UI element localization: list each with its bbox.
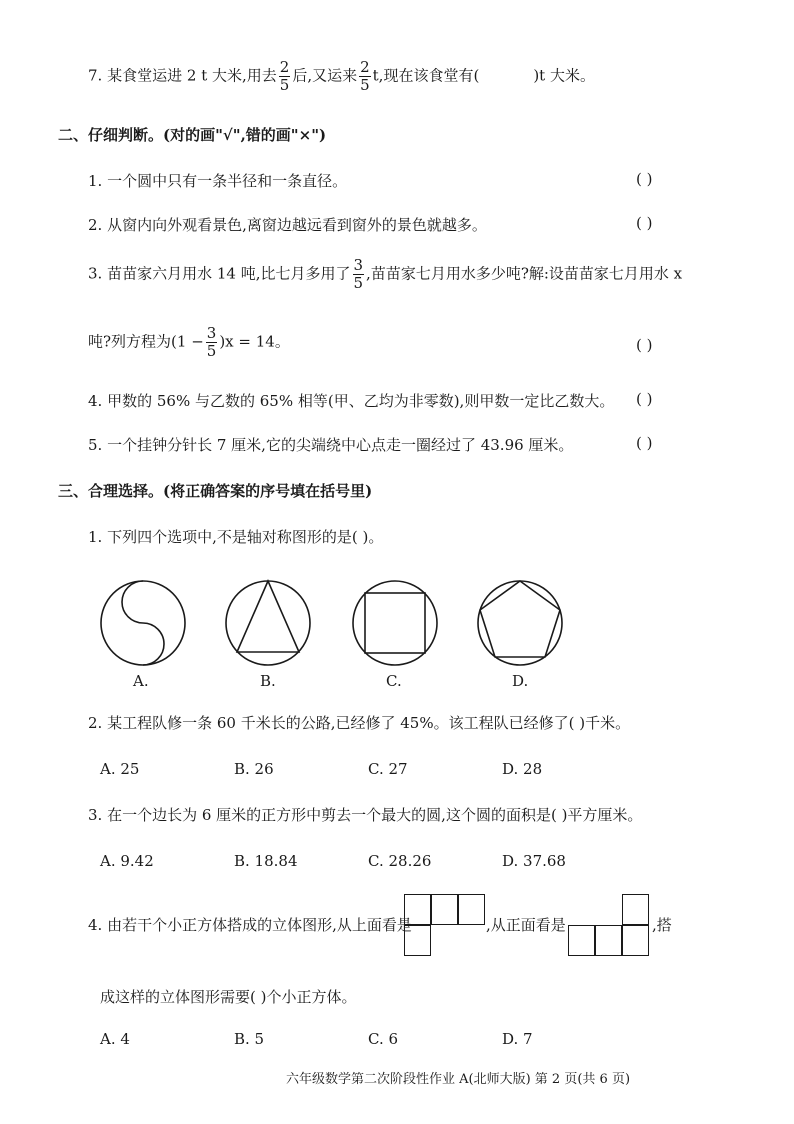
option-d[interactable]: D. 28 xyxy=(502,760,543,778)
choice-question-4-b: ,从正面看是 xyxy=(486,916,566,934)
option-b[interactable]: B. 26 xyxy=(234,760,274,778)
fraction-three-fifths: $\frac{3}{5}$ xyxy=(353,256,364,292)
q7-text-1: 某食堂运进 2 xyxy=(107,66,197,85)
figure-c-square[interactable] xyxy=(353,581,437,665)
choice-question-1: 1. 下列四个选项中,不是轴对称图形的是( )。 xyxy=(88,528,384,546)
option-a[interactable]: A. 25 xyxy=(100,760,140,778)
figure-label-c: C. xyxy=(386,672,402,690)
q7-text-6: t 大米。 xyxy=(539,66,595,85)
figure-d-pentagon[interactable] xyxy=(478,581,562,665)
option-d[interactable]: D. 7 xyxy=(502,1030,533,1048)
choice-question-3: 3. 在一个边长为 6 厘米的正方形中剪去一个最大的圆,这个圆的面积是( )平方厘米。 xyxy=(88,806,643,824)
fraction-three-fifths: $\frac{3}{5}$ xyxy=(206,324,217,360)
answer-paren[interactable]: ( ) xyxy=(636,170,653,188)
question-number: 7. xyxy=(88,66,103,85)
figure-label-b: B. xyxy=(260,672,276,690)
option-d[interactable]: D. 37.68 xyxy=(502,852,566,870)
choice-question-4-a: 4. 由若干个小正方体搭成的立体图形,从上面看是 xyxy=(88,916,412,934)
judge-item-3-line-2: 吨?列方程为(1 − $\frac{3}{5}$ )x = 14。 xyxy=(88,324,290,360)
page-footer: 六年级数学第二次阶段性作业 A(北师大版) 第 2 页(共 6 页) xyxy=(286,1072,631,1087)
option-c[interactable]: C. 27 xyxy=(368,760,408,778)
judge-item-4: 4. 甲数的 56% 与乙数的 65% 相等(甲、乙均为非零数),则甲数一定比乙数大。 xyxy=(88,392,615,410)
question-7 xyxy=(88,60,595,93)
option-b[interactable]: B. 18.84 xyxy=(234,852,298,870)
option-c[interactable]: C. 6 xyxy=(368,1030,399,1048)
answer-paren[interactable]: ( ) xyxy=(636,390,653,408)
q7-text-2: 大米,用去 xyxy=(212,66,277,85)
option-b[interactable]: B. 5 xyxy=(234,1030,265,1048)
judge-item-1: 1. 一个圆中只有一条半径和一条直径。 xyxy=(88,172,348,190)
q7-paren-close: ) xyxy=(533,66,540,85)
fraction-two-fifths: $\frac{2}{5}$ xyxy=(360,58,370,94)
answer-paren[interactable]: ( ) xyxy=(636,336,653,354)
fraction-two-fifths: $\frac{2}{5}$ xyxy=(279,58,290,94)
figure-a-yin-yang[interactable] xyxy=(101,581,185,665)
answer-paren[interactable]: ( ) xyxy=(636,214,653,232)
choice-question-2: 2. 某工程队修一条 60 千米长的公路,已经修了 45%。该工程队已经修了( )千米。 xyxy=(88,714,631,732)
q7-text-4: t,现在该食堂有( xyxy=(372,66,480,85)
option-a[interactable]: A. 9.42 xyxy=(100,852,154,870)
judge-item-5: 5. 一个挂钟分针长 7 厘米,它的尖端绕中心点走一圈经过了 43.96 厘米。 xyxy=(88,436,574,454)
choice-question-4-line-2: 成这样的立体图形需要( )个小正方体。 xyxy=(100,988,357,1006)
choice-question-4-c: ,搭 xyxy=(652,916,672,934)
figure-label-d: D. xyxy=(512,672,529,690)
figure-label-a: A. xyxy=(133,672,149,690)
judge-item-2: 2. 从窗内向外观看景色,离窗边越远看到窗外的景色就越多。 xyxy=(88,216,487,234)
judge-item-3: 3. 苗苗家六月用水 14 吨,比七月多用了 $\frac{3}{5}$ ,苗苗家七月用水多少吨?解:设苗苗家七月用水 x xyxy=(88,256,683,292)
answer-paren[interactable]: ( ) xyxy=(636,434,653,452)
figure-b-triangle[interactable] xyxy=(226,581,310,665)
q7-text-3: 后,又运来 xyxy=(292,66,358,85)
option-c[interactable]: C. 28.26 xyxy=(368,852,432,870)
section-2-heading: 二、仔细判断。(对的画"√",错的画"×") xyxy=(58,126,327,144)
option-a[interactable]: A. 4 xyxy=(100,1030,130,1048)
q7-unit: t xyxy=(201,66,208,85)
section-3-heading: 三、合理选择。(将正确答案的序号填在括号里) xyxy=(58,482,373,500)
